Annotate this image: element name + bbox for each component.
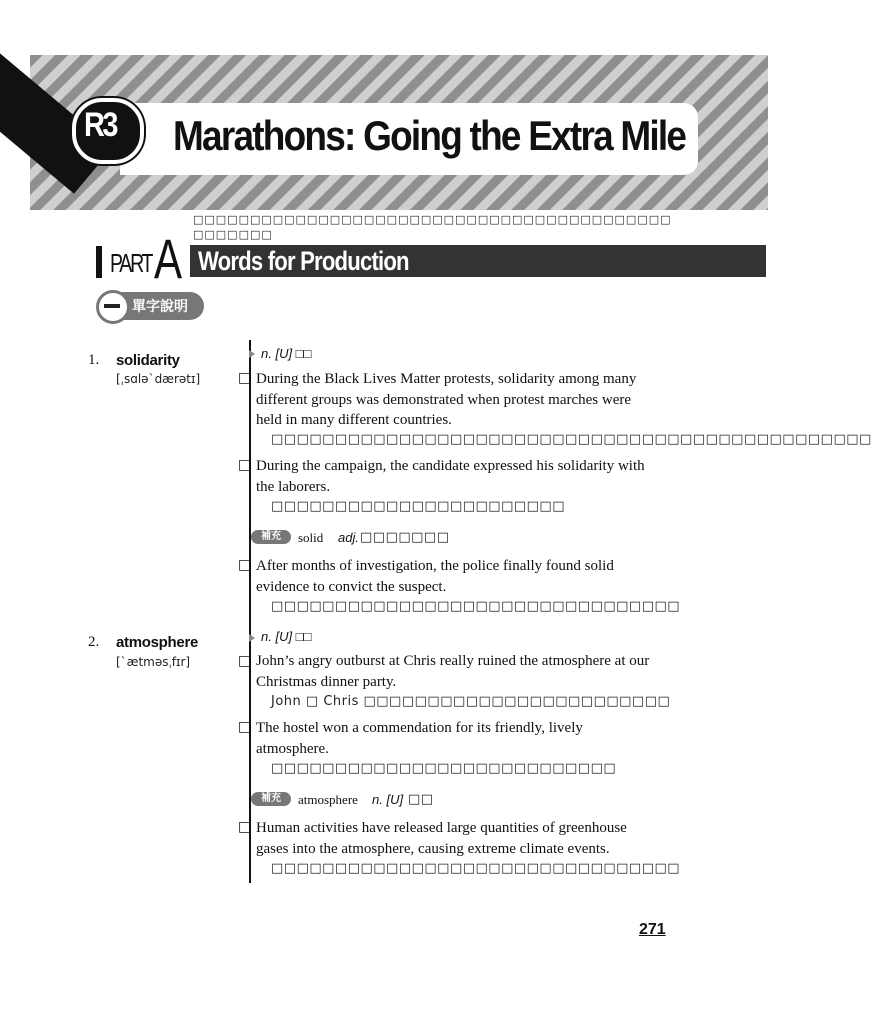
example-translation: John □ Chris □□□□□□□□□□□□□□□□□□□□□□□□ [271,694,671,709]
example-text: The hostel won a commendation for its friendly, lively atmosphere. [256,720,583,757]
supplement-tag: 補充 [251,792,291,806]
example-text: After months of investigation, the police finally found solid evidence to convict the suspect. [256,558,614,595]
entry-word: atmosphere [116,634,199,651]
supplement-word: solid [298,530,324,545]
subheading-label: 單字說明 [132,299,188,315]
entry-pos: n. [U] □□ [261,346,312,361]
part-word: PART [110,248,152,278]
entry-pos: n. [U] □□ [261,629,312,644]
entry-ipa: [ˋætməsˌfɪr] [116,655,191,669]
intro-line-2: □□□□□□□ [193,228,273,241]
entry-number: 1. [88,352,100,368]
example-text: Human activities have released large quantities of greenhouse gases into the atmosphere, causing extreme climate events. [256,820,627,857]
example-text: John’s angry outburst at Chris really ruined the atmosphere at our Christmas dinner party. [256,653,650,690]
dash-icon [104,304,120,308]
supplement-word: atmosphere [298,792,358,807]
example-translation: □□□□□□□□□□□□□□□□□□□□□□□□□□□□□□□□ [271,861,681,876]
example-translation: □□□□□□□□□□□□□□□□□□□□□□□□□□□□□□□□□□□□□□□□□□□□□□□ [271,432,872,447]
example-translation: □□□□□□□□□□□□□□□□□□□□□□□ [271,499,566,514]
entry-ipa: [ˌsɑləˋdærətɪ] [116,372,201,386]
example-bullet: □ [238,819,252,835]
example-bullet: □ [238,370,252,386]
example-bullet: □ [238,653,252,669]
intro-line-1: □□□□□□□□□□□□□□□□□□□□□□□□□□□□□□□□□□□□□□□□□□ [193,213,672,226]
page-title: Marathons: Going the Extra Mile [173,112,686,159]
supplement-meaning: □□ [408,792,434,807]
entry-number: 2. [88,634,100,650]
entry-word: solidarity [116,352,180,369]
example-bullet: □ [238,719,252,735]
example-translation: □□□□□□□□□□□□□□□□□□□□□□□□□□□□□□□□ [271,599,681,614]
supplement-tag: 補充 [251,530,291,544]
pointer-icon [249,350,255,358]
example-bullet: □ [238,457,252,473]
pointer-icon [249,634,255,642]
unit-label: R3 [84,106,116,144]
vertical-divider [249,340,251,883]
example-bullet: □ [238,557,252,573]
supplement-meaning: □□□□□□□ [360,530,450,545]
example-translation: □□□□□□□□□□□□□□□□□□□□□□□□□□□ [271,761,617,776]
intro-text [193,212,672,242]
section-title: Words for Production [198,246,409,276]
supplement-pos: n. [U] [372,792,404,807]
supplement-pos: adj. [338,530,359,545]
part-letter: A [154,227,183,290]
example-text: During the campaign, the candidate expressed his solidarity with the laborers. [256,458,645,495]
example-text: During the Black Lives Matter protests, solidarity among many different groups was demonstrated when protest marches were held in many different countries. [256,371,637,428]
part-marker-bar [96,246,102,278]
page-number: 271 [639,921,666,938]
